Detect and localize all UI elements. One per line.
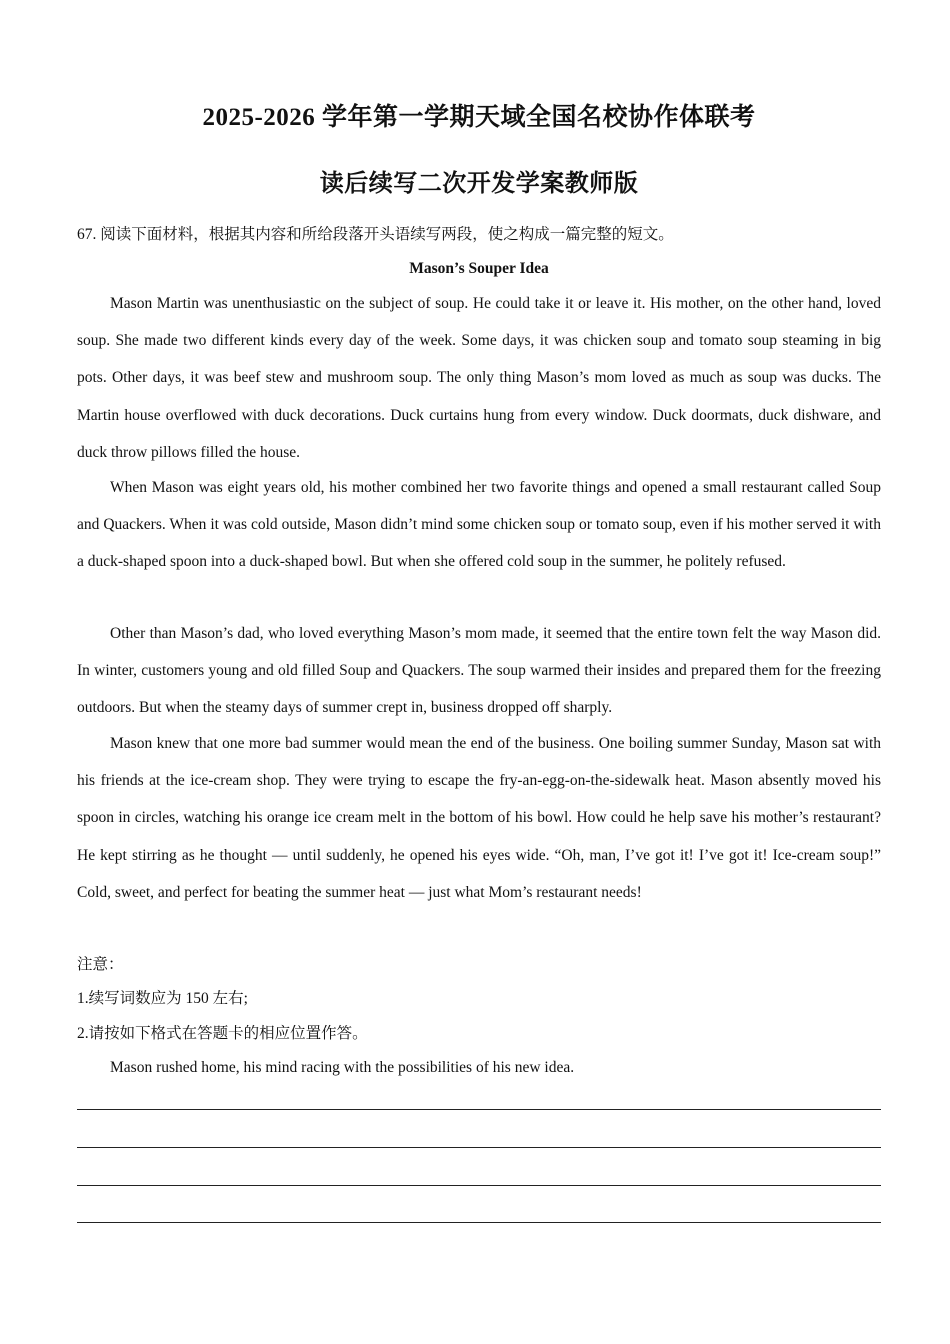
story-paragraph-2: When Mason was eight years old, his mother combined her two favorite things and opened a small restaurant called Soup and Quackers. When it was cold outside, Mason didn’t mind some chicken soup or tomato soup, even if his mother served it with a duck-shaped spoon into a duck-shaped bowl. But when she offered cold soup in the summer, he politely refused. xyxy=(77,479,881,571)
note-item-word-count: 1.续写词数应为 150 左右; xyxy=(77,990,248,1007)
note-item-format: 2.请按如下格式在答题卡的相应位置作答。 xyxy=(77,1025,368,1042)
continuation-opening-sentence: Mason rushed home, his mind racing with the possibilities of his new idea. xyxy=(110,1059,575,1076)
answer-line-2 xyxy=(77,1147,881,1148)
answer-line-3 xyxy=(77,1185,881,1186)
story-paragraph-1: Mason Martin was unenthusiastic on the subject of soup. He could take it or leave it. His mother, on the other hand, loved soup. She made two different kinds every day of the week. Some days, it was chicken soup and tomato soup steaming in big pots. Other days, it was beef stew and mushroom soup. The only thing Mason’s mom loved as much as soup was ducks. The Martin house overflowed with duck decorations. Duck curtains hung from every window. Duck doormats, duck dishware, and duck throw pillows filled the house. xyxy=(77,295,881,461)
document-subtitle: 读后续写二次开发学案教师版 xyxy=(319,171,639,197)
story-title: Mason’s Souper Idea xyxy=(409,260,549,277)
story-paragraph-3: Other than Mason’s dad, who loved everything Mason’s mom made, it seemed that the entire town felt the way Mason did. In winter, customers young and old filled Soup and Quackers. The soup warmed their insides and prepared them for the freezing outdoors. But when the steamy days of summer crept in, business dropped off sharply. xyxy=(77,625,881,717)
answer-line-1 xyxy=(77,1109,881,1110)
document-title: 2025-2026 学年第一学期天域全国名校协作体联考 xyxy=(202,104,756,131)
story-paragraph-4: Mason knew that one more bad summer would mean the end of the business. One boiling summer Sunday, Mason sat with his friends at the ice-cream shop. They were trying to escape the fry-an-egg-on-the-sidewalk heat. Mason absently moved his spoon in circles, watching his orange ice cream melt in the bottom of his bowl. How could he help save his mother’s restaurant? He kept stirring as he thought — until suddenly, he opened his eyes wide. “Oh, man, I’ve got it! I’ve got it! Ice-cream soup!” Cold, sweet, and perfect for beating the summer heat — just what Mom’s restaurant needs! xyxy=(77,735,881,901)
notes-heading: 注意： xyxy=(77,956,124,973)
question-prompt: 67. 阅读下面材料，根据其内容和所给段落开头语续写两段，使之构成一篇完整的短文。 xyxy=(77,226,674,243)
answer-line-4 xyxy=(77,1222,881,1223)
